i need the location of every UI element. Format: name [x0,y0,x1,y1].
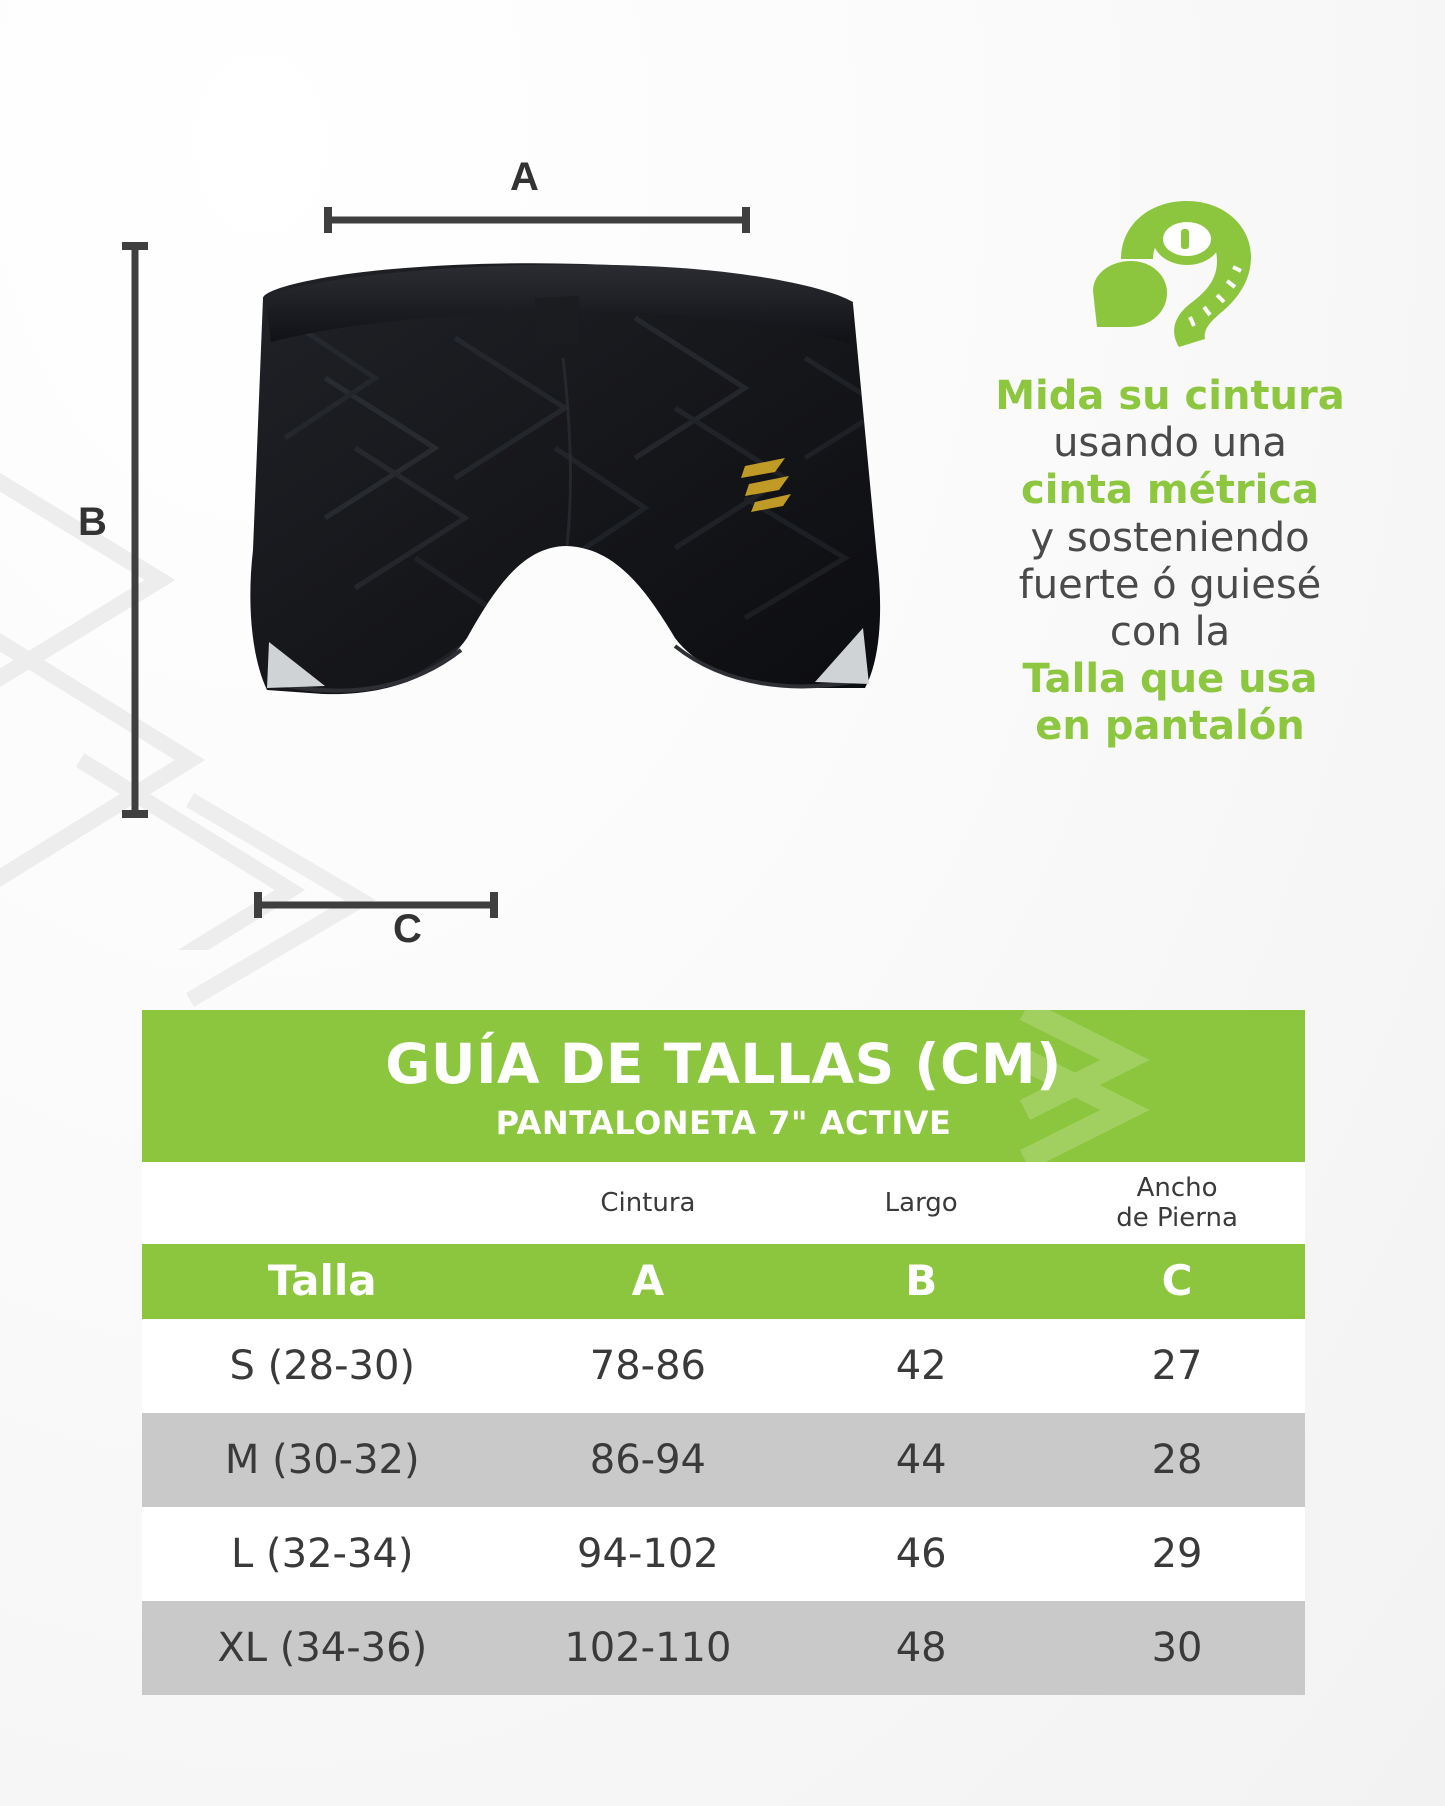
ancho-pierna-line1: Ancho [1136,1173,1218,1203]
measure-header-row [142,1162,1305,1244]
instruction-line-4: y sosteniendo [1030,514,1310,561]
size-table-title: GUÍA DE TALLAS (CM) [385,1032,1062,1096]
cell-b: 48 [793,1601,1049,1695]
shorts-image [205,258,920,818]
ancho-pierna-line2: de Pierna [1116,1202,1238,1233]
measure-header-ancho-pierna [1049,1162,1305,1244]
letter-header-talla: Talla [142,1244,503,1319]
instruction-line-6: con la [1109,608,1231,655]
size-table-block [142,1010,1305,1695]
table-row [142,1413,1305,1507]
letter-header-row [142,1244,1305,1319]
cell-c: 27 [1049,1319,1305,1413]
instruction-line-5: fuerte ó guiesé [1018,561,1322,608]
measure-instructions [955,195,1385,751]
cell-a: 94-102 [503,1507,794,1601]
instruction-line-1: Mida su cintura [995,373,1345,419]
cell-b: 46 [793,1507,1049,1601]
dimension-line-c [252,890,500,920]
cell-talla: S (28-30) [142,1319,503,1413]
measure-header-blank [142,1162,503,1244]
instruction-text [955,373,1385,751]
instruction-line-3: cinta métrica [1020,467,1319,514]
size-table-subtitle: PANTALONETA 7" ACTIVE [495,1104,952,1142]
size-table [142,1162,1305,1695]
instruction-line-2: usando una [1053,420,1287,467]
table-row [142,1507,1305,1601]
size-table-header [142,1010,1305,1162]
cell-b: 44 [793,1413,1049,1507]
dimension-label-c: C [393,907,423,951]
cell-c: 30 [1049,1601,1305,1695]
measure-header-largo: Largo [793,1162,1049,1244]
cell-a: 102-110 [503,1601,794,1695]
cell-c: 28 [1049,1413,1305,1507]
letter-header-b: B [793,1244,1049,1319]
cell-talla: XL (34-36) [142,1601,503,1695]
dimension-line-a [322,205,752,235]
cell-a: 78-86 [503,1319,794,1413]
cell-b: 42 [793,1319,1049,1413]
letter-header-a: A [503,1244,794,1319]
table-row [142,1319,1305,1413]
cell-talla: L (32-34) [142,1507,503,1601]
instruction-line-7: Talla que usa [1022,656,1318,703]
measuring-tape-icon [1083,195,1258,355]
dimension-label-a: A [510,155,540,199]
measure-header-cintura: Cintura [503,1162,794,1244]
cell-a: 86-94 [503,1413,794,1507]
cell-talla: M (30-32) [142,1413,503,1507]
instruction-line-8: en pantalón [1035,703,1305,750]
dimension-line-b [120,240,150,820]
cell-c: 29 [1049,1507,1305,1601]
letter-header-c: C [1049,1244,1305,1319]
table-row [142,1601,1305,1695]
dimension-label-b: B [78,500,108,544]
